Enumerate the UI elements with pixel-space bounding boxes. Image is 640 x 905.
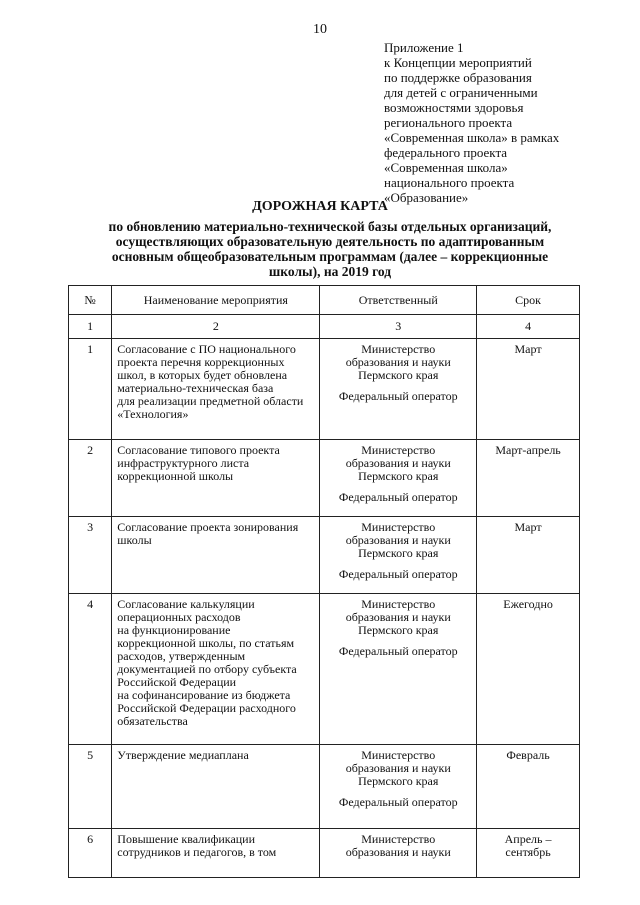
page-number: 10 (313, 22, 327, 37)
activity-line: для реализации предметной области (117, 394, 304, 408)
responsible-cell (320, 594, 477, 745)
responsible-cell (320, 339, 477, 440)
responsible-line: образования и науки (345, 533, 451, 547)
header-term: Срок (477, 286, 580, 315)
activity-line: Согласование калькуляции (117, 597, 255, 611)
activity-line: Утверждение медиаплана (117, 748, 249, 762)
federal-operator-label: Федеральный оператор (338, 795, 458, 809)
activity-line: инфраструктурного листа (117, 456, 250, 470)
activity-line: школ, в которых будет обновлена (117, 368, 288, 382)
responsible-line: Министерство (361, 342, 436, 356)
header-number: № (69, 286, 112, 315)
term-cell (477, 339, 580, 440)
appendix-line: Приложение 1 (384, 40, 464, 55)
roadmap-table (68, 285, 580, 878)
activity-cell (112, 594, 320, 745)
responsible-line: образования и науки (345, 845, 451, 859)
subtitle-line: осуществляющих образовательную деятельность по адаптированным (115, 234, 545, 249)
responsible-line: Пермского края (358, 546, 439, 560)
responsible-line: Министерство (361, 597, 436, 611)
column-index-row (69, 315, 580, 339)
responsible-line: Пермского края (358, 774, 439, 788)
appendix-line: для детей с ограниченными (384, 85, 538, 100)
responsible-line: Пермского края (358, 469, 439, 483)
appendix-line: «Образование» (384, 190, 469, 205)
appendix-line: по поддержке образования (384, 70, 532, 85)
term-cell (477, 517, 580, 594)
responsible-line: Министерство (361, 520, 436, 534)
table-row (69, 517, 580, 594)
activity-line: Согласование с ПО национального (117, 342, 296, 356)
term-line: Апрель – (504, 832, 552, 846)
activity-line: «Технология» (117, 407, 189, 421)
table-header-row (69, 286, 580, 315)
appendix-line: регионального проекта (384, 115, 513, 130)
responsible-cell (320, 517, 477, 594)
activity-line: коррекционной школы, по статьям (117, 636, 295, 650)
term-cell (477, 745, 580, 829)
row-number: 5 (69, 745, 112, 829)
activity-line: Повышение квалификации (117, 832, 256, 846)
responsible-line: образования и науки (345, 761, 451, 775)
activity-line: расходов, утвержденным (117, 649, 246, 663)
activity-line: школы (117, 533, 152, 547)
column-index: 2 (112, 315, 320, 339)
responsible-cell (320, 829, 477, 878)
table-row (69, 339, 580, 440)
activity-line: Согласование проекта зонирования (117, 520, 299, 534)
row-number: 4 (69, 594, 112, 745)
activity-line: обязательства (117, 714, 188, 728)
federal-operator-label: Федеральный оператор (338, 490, 458, 504)
activity-line: операционных расходов (117, 610, 241, 624)
activity-line: документацией по отбору субъекта (117, 662, 297, 676)
appendix-line: федерального проекта (384, 145, 508, 160)
responsible-line: Пермского края (358, 623, 439, 637)
column-index: 3 (320, 315, 477, 339)
term-line: Ежегодно (503, 597, 553, 611)
subtitle-line: школы), на 2019 год (268, 264, 392, 279)
table-row (69, 440, 580, 517)
header-responsible: Ответственный (320, 286, 477, 315)
activity-cell (112, 339, 320, 440)
activity-line: на функционирование (117, 623, 231, 637)
activity-cell (112, 517, 320, 594)
appendix-line: возможностями здоровья (384, 100, 524, 115)
activity-cell (112, 829, 320, 878)
responsible-line: образования и науки (345, 355, 451, 369)
activity-line: Согласование типового проекта (117, 443, 280, 457)
row-number: 1 (69, 339, 112, 440)
subtitle-line: по обновлению материально-технической базы отдельных организаций, (108, 219, 552, 234)
row-number: 3 (69, 517, 112, 594)
activity-cell (112, 440, 320, 517)
term-cell (477, 440, 580, 517)
responsible-line: Министерство (361, 832, 436, 846)
activity-line: на софинансирование из бюджета (117, 688, 291, 702)
activity-line: сотрудников и педагогов, в том (117, 845, 277, 859)
table-row (69, 594, 580, 745)
term-line: Февраль (506, 748, 550, 762)
appendix-block (384, 40, 634, 205)
document-subtitle (60, 219, 600, 279)
activity-line: коррекционной школы (117, 469, 234, 483)
header-activity: Наименование мероприятия (112, 286, 320, 315)
responsible-cell (320, 745, 477, 829)
responsible-line: образования и науки (345, 456, 451, 470)
appendix-line: «Современная школа» (384, 160, 508, 175)
responsible-line: Пермского края (358, 368, 439, 382)
activity-line: проекта перечня коррекционных (117, 355, 285, 369)
table-row (69, 829, 580, 878)
column-index: 4 (477, 315, 580, 339)
responsible-cell (320, 440, 477, 517)
appendix-line: национального проекта (384, 175, 515, 190)
table-row (69, 745, 580, 829)
federal-operator-label: Федеральный оператор (338, 644, 458, 658)
term-cell (477, 594, 580, 745)
activity-line: Российской Федерации расходного (117, 701, 296, 715)
term-line: сентябрь (505, 845, 551, 859)
term-cell (477, 829, 580, 878)
term-line: Март (514, 520, 542, 534)
federal-operator-label: Федеральный оператор (338, 567, 458, 581)
document-title: ДОРОЖНАЯ КАРТА (252, 199, 388, 214)
subtitle-line: основным общеобразовательным программам (далее – коррекционные (111, 249, 549, 264)
row-number: 2 (69, 440, 112, 517)
activity-line: Российской Федерации (117, 675, 237, 689)
responsible-line: Министерство (361, 748, 436, 762)
column-index: 1 (69, 315, 112, 339)
federal-operator-label: Федеральный оператор (338, 389, 458, 403)
responsible-line: образования и науки (345, 610, 451, 624)
term-line: Март-апрель (495, 443, 561, 457)
appendix-line: «Современная школа» в рамках (384, 130, 560, 145)
appendix-line: к Концепции мероприятий (384, 55, 532, 70)
activity-line: материально-техническая база (117, 381, 274, 395)
term-line: Март (514, 342, 542, 356)
responsible-line: Министерство (361, 443, 436, 457)
activity-cell (112, 745, 320, 829)
row-number: 6 (69, 829, 112, 878)
